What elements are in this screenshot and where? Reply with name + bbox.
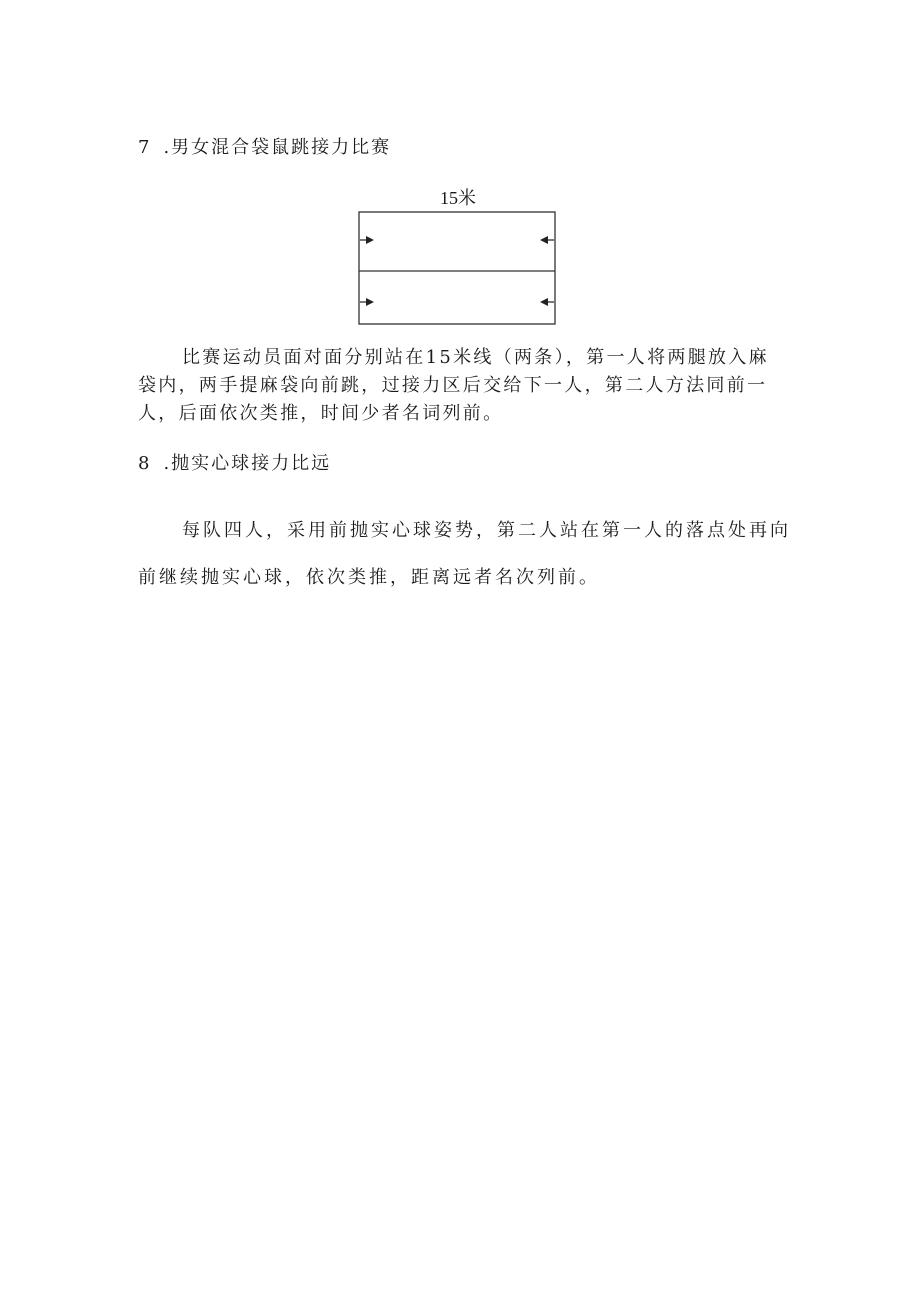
start-arrow-left-top <box>360 236 374 244</box>
distance-label: 15米 <box>440 188 476 208</box>
section-8-paragraph-line: 每队四人，采用前抛实心球姿势，第二人站在第一人的落点处再向 <box>182 520 791 541</box>
field-outline <box>359 212 555 324</box>
section-8-paragraph-line: 前继续抛实心球，依次类推，距离远者名次列前。 <box>138 567 600 588</box>
section-8-number: 8 <box>138 453 152 474</box>
section-7-paragraph-line: 比赛运动员面对面分别站在15米线（两条），第一人将两腿放入麻 <box>182 347 769 368</box>
section-7-number: 7 <box>138 137 152 158</box>
section-7-paragraph-line: 袋内，两手提麻袋向前跳，过接力区后交给下一人，第二人方法同前一 <box>138 375 768 396</box>
section-8-heading <box>138 449 331 475</box>
start-arrow-left-bottom <box>360 298 374 306</box>
relay-field-diagram <box>356 183 558 329</box>
section-7-paragraph-line: 人，后面依次类推，时间少者名词列前。 <box>138 403 504 424</box>
start-arrow-right-bottom <box>540 298 554 306</box>
section-7-heading <box>138 133 391 159</box>
start-arrow-right-top <box>540 236 554 244</box>
section-8-title: .抛实心球接力比远 <box>163 453 332 474</box>
section-7-title: .男女混合袋鼠跳接力比赛 <box>163 137 392 158</box>
